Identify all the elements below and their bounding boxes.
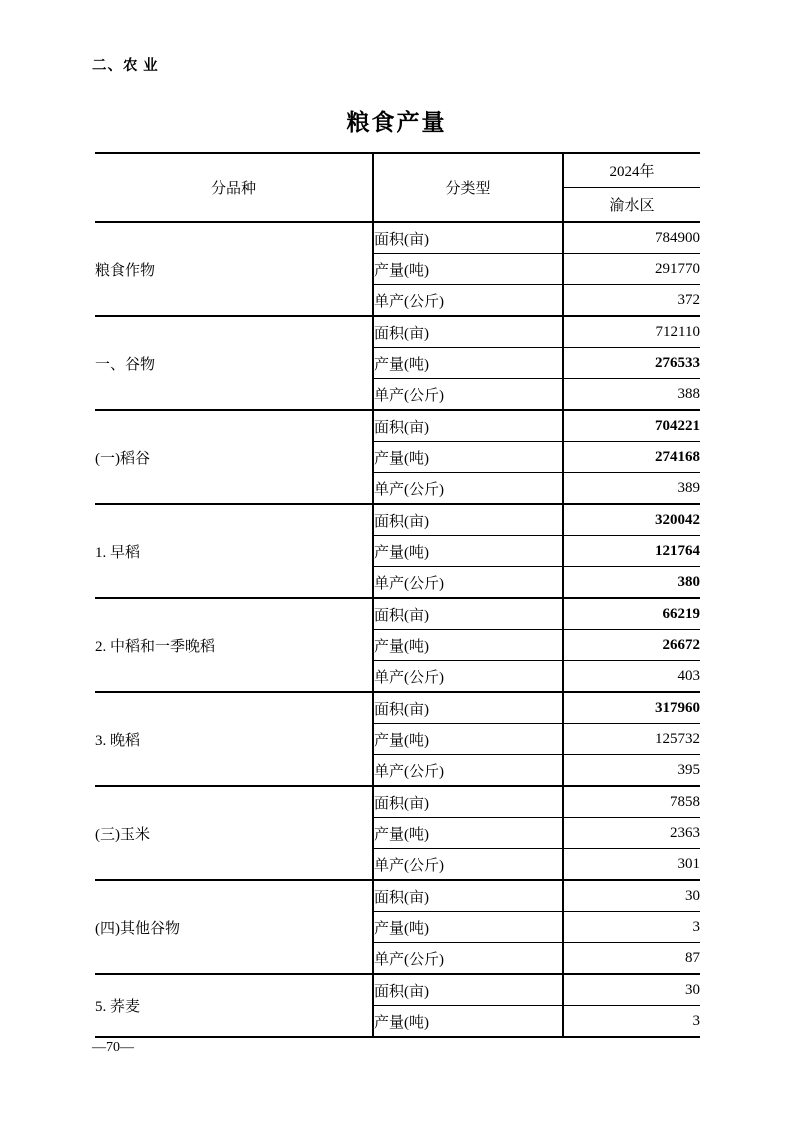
table-row (95, 410, 700, 442)
table-row (95, 692, 700, 724)
table-row (95, 598, 700, 630)
header-region-cell: 渝水区 (609, 198, 655, 214)
type-label-cell: 面积(亩) (373, 222, 563, 254)
type-label-cell: 产量(吨) (373, 630, 563, 661)
type-label-cell: 面积(亩) (373, 598, 563, 630)
section-header: 二、农 业 (92, 58, 159, 74)
value-cell: 2363 (563, 818, 700, 849)
header-year-cell: 2024年 (563, 153, 700, 188)
table-row (95, 504, 700, 536)
type-label-cell: 面积(亩) (373, 786, 563, 818)
type-label-cell: 面积(亩) (373, 880, 563, 912)
type-label-cell: 产量(吨) (373, 442, 563, 473)
value-cell: 274168 (563, 442, 700, 473)
value-cell: 784900 (563, 222, 700, 254)
value-cell: 403 (563, 661, 700, 693)
value-cell: 87 (563, 943, 700, 975)
variety-cell: 一、谷物 (95, 316, 373, 410)
variety-cell: 2. 中稻和一季晚稻 (95, 598, 373, 692)
value-cell: 26672 (563, 630, 700, 661)
type-label-cell: 单产(公斤) (373, 755, 563, 787)
type-label-cell: 产量(吨) (373, 912, 563, 943)
value-cell: 388 (563, 379, 700, 411)
type-label-cell: 单产(公斤) (373, 567, 563, 599)
type-label-cell: 面积(亩) (373, 974, 563, 1006)
value-cell: 389 (563, 473, 700, 505)
type-label-cell: 面积(亩) (373, 692, 563, 724)
type-label-cell: 单产(公斤) (373, 379, 563, 411)
type-label-cell: 产量(吨) (373, 724, 563, 755)
table-row (95, 880, 700, 912)
value-cell: 320042 (563, 504, 700, 536)
type-label-cell: 单产(公斤) (373, 849, 563, 881)
type-label-cell: 产量(吨) (373, 348, 563, 379)
value-cell: 380 (563, 567, 700, 599)
value-cell: 7858 (563, 786, 700, 818)
type-label-cell: 产量(吨) (373, 254, 563, 285)
table-row (95, 786, 700, 818)
value-cell: 125732 (563, 724, 700, 755)
variety-cell: 粮食作物 (95, 222, 373, 316)
header-type-cell: 分类型 (373, 153, 563, 222)
value-cell: 291770 (563, 254, 700, 285)
type-label-cell: 单产(公斤) (373, 661, 563, 693)
type-label-cell: 面积(亩) (373, 316, 563, 348)
value-cell: 712110 (563, 316, 700, 348)
variety-cell: 1. 早稻 (95, 504, 373, 598)
type-label-cell: 面积(亩) (373, 410, 563, 442)
type-label-cell: 面积(亩) (373, 504, 563, 536)
grain-output-table (95, 152, 700, 1038)
type-label-cell: 单产(公斤) (373, 285, 563, 317)
variety-cell: (三)玉米 (95, 786, 373, 880)
value-cell: 3 (563, 912, 700, 943)
variety-cell: 5. 荞麦 (95, 974, 373, 1037)
variety-cell: (一)稻谷 (95, 410, 373, 504)
value-cell: 3 (563, 1006, 700, 1038)
type-label-cell: 产量(吨) (373, 818, 563, 849)
header-variety-cell: 分品种 (95, 153, 373, 222)
type-label-cell: 单产(公斤) (373, 943, 563, 975)
table-row (95, 974, 700, 1006)
value-cell: 372 (563, 285, 700, 317)
value-cell: 317960 (563, 692, 700, 724)
value-cell: 301 (563, 849, 700, 881)
table-body (95, 153, 700, 1037)
page-title: 粮食产量 (346, 110, 447, 135)
page-number: —70— (92, 1040, 134, 1055)
value-cell: 30 (563, 974, 700, 1006)
value-cell: 121764 (563, 536, 700, 567)
value-cell: 276533 (563, 348, 700, 379)
type-label-cell: 产量(吨) (373, 536, 563, 567)
value-cell: 30 (563, 880, 700, 912)
type-label-cell: 单产(公斤) (373, 473, 563, 505)
value-cell: 66219 (563, 598, 700, 630)
table-container (95, 152, 700, 1038)
table-row (95, 316, 700, 348)
value-cell: 704221 (563, 410, 700, 442)
variety-cell: 3. 晚稻 (95, 692, 373, 786)
value-cell: 395 (563, 755, 700, 787)
table-row (95, 222, 700, 254)
type-label-cell: 产量(吨) (373, 1006, 563, 1038)
table-header-row-top (95, 153, 700, 188)
variety-cell: (四)其他谷物 (95, 880, 373, 974)
